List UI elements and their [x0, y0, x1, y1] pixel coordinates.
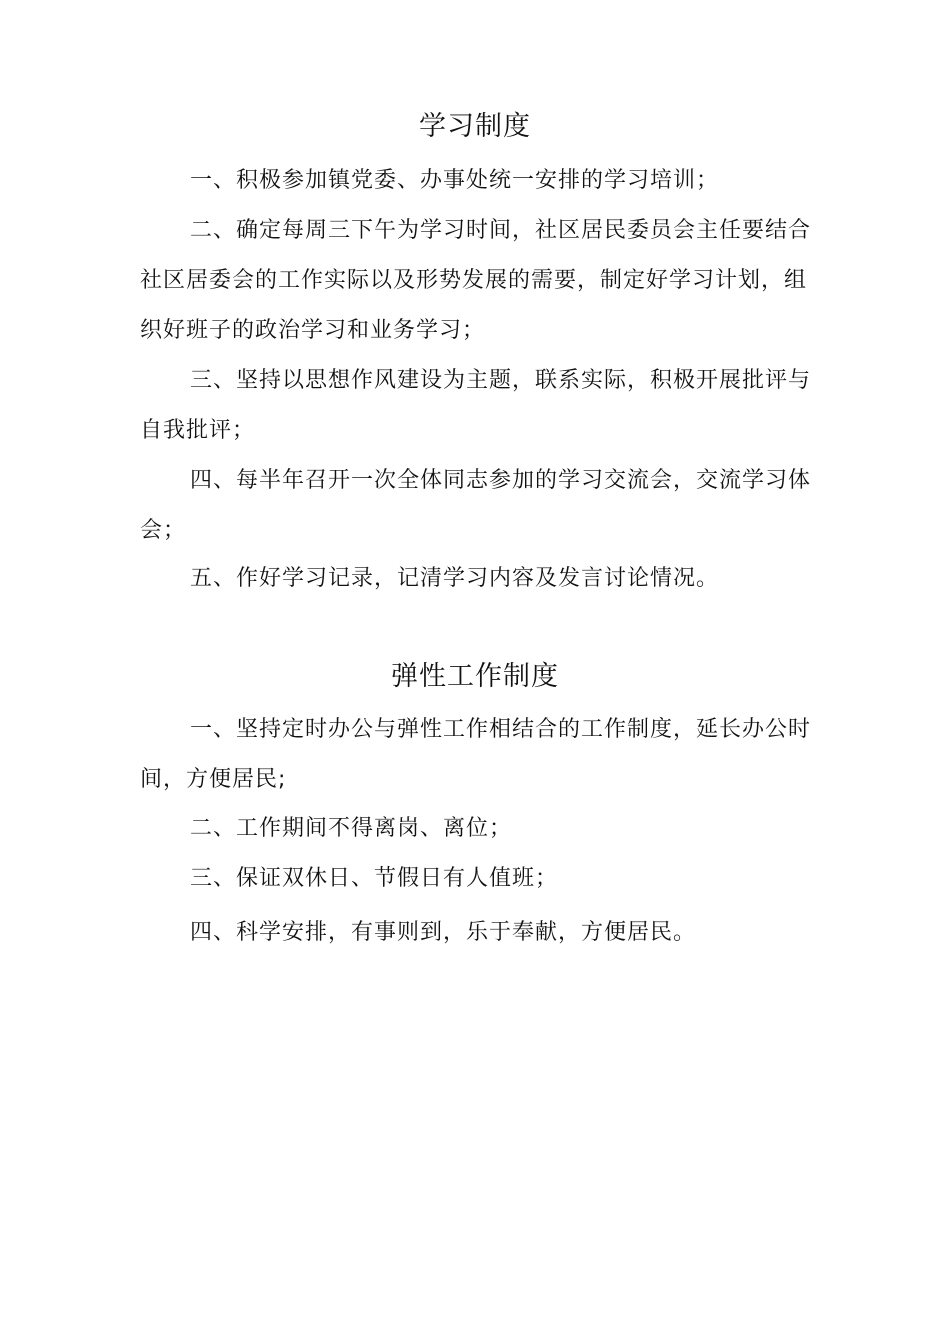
flex-item-2: 二、工作期间不得离岗、离位； — [190, 816, 513, 841]
study-item-1: 一、积极参加镇党委、办事处统一安排的学习培训； — [190, 168, 720, 193]
flex-item-3: 三、保证双休日、节假日有人值班； — [190, 866, 559, 891]
study-item-2: 二、确定每周三下午为学习时间，社区居民委员会主任要结合社区居委会的工作实际以及形势发展的需要，制定好学习计划，组织好班子的政治学习和业务学习； — [140, 218, 812, 343]
study-item-3: 三、坚持以思想作风建设为主题，联系实际，积极开展批评与自我批评； — [140, 368, 812, 443]
study-item-5: 五、作好学习记录，记清学习内容及发言讨论情况。 — [190, 566, 720, 591]
section-title-study: 学习制度 — [419, 111, 531, 142]
study-item-4: 四、每半年召开一次全体同志参加的学习交流会，交流学习体会； — [140, 468, 812, 543]
flex-item-1: 一、坚持定时办公与弹性工作相结合的工作制度，延长办公时间，方便居民; — [140, 717, 812, 792]
flex-item-4: 四、科学安排，有事则到，乐于奉献，方便居民。 — [190, 920, 697, 945]
section-title-flexible-work: 弹性工作制度 — [391, 661, 559, 692]
